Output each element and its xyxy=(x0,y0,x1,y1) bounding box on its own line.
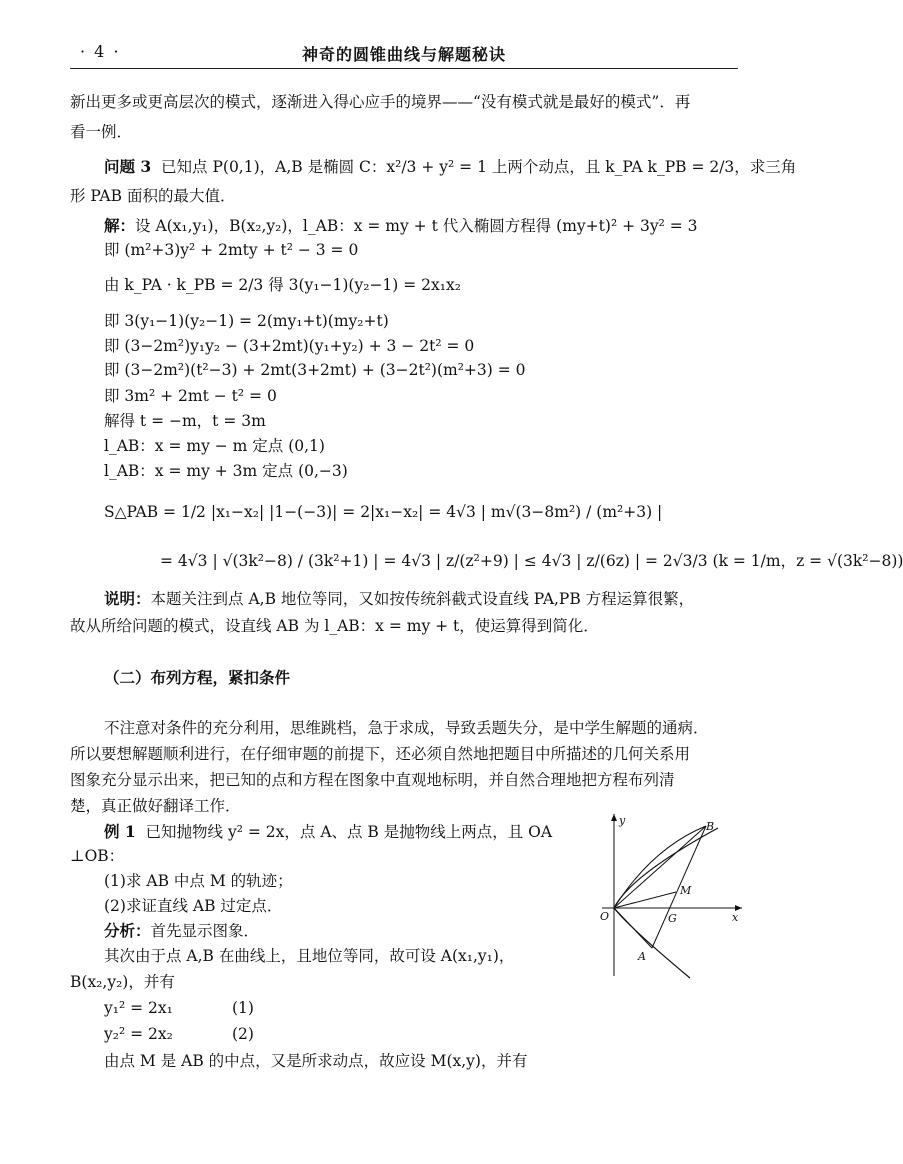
label-o: O xyxy=(600,910,610,923)
label-y: y xyxy=(619,814,626,827)
problem3-text-1: 已知点 P(0,1)，A,B 是椭圆 C：x²/3 + y² = 1 上两个动点，且 k_PA k_PB = 2/3，求三角 xyxy=(161,158,797,176)
solution-line-4: 即 3(y₁−1)(y₂−1) = 2(my₁+t)(my₂+t) xyxy=(104,312,389,330)
equation-2: y₂² = 2x₂ xyxy=(104,1025,173,1043)
solution-line-8: 解得 t = −m，t = 3m xyxy=(104,412,266,430)
example1-text-1: 已知抛物线 y² = 2x，点 A、点 B 是抛物线上两点，且 OA xyxy=(145,823,553,841)
solution-line-12: = 4√3 | √(3k²−8) / (3k²+1) | = 4√3 | z/(z²+9) | ≤ 4√3 | z/(6z) | = 2√3/3 (k = 1/m，z = √(3k²−8)) xyxy=(160,552,903,570)
paragraph-line-3: 图象充分显示出来，把已知的点和方程在图象中直观地标明，并自然合理地把方程布列清 xyxy=(70,771,675,789)
note-line-2: 故从所给问题的模式，设直线 AB 为 l_AB：x = my + t，使运算得到简化． xyxy=(70,617,599,635)
example1-line-3: 其次由于点 A,B 在曲线上，且地位等同，故可设 A(x₁,y₁)， xyxy=(104,947,515,965)
equation-2-number: (2) xyxy=(232,1025,254,1043)
solution-text-1: 设 A(x₁,y₁)，B(x₂,y₂)，l_AB：x = my + t 代入椭圆方程得 (my+t)² + 3y² = 3 xyxy=(135,217,698,235)
solution-line-2: 即 (m²+3)y² + 2mty + t² − 3 = 0 xyxy=(104,241,359,259)
intro-line-2: 看一例． xyxy=(70,123,133,141)
section-heading: （二）布列方程，紧扣条件 xyxy=(104,668,291,687)
example1-label: 例 1 xyxy=(104,822,136,841)
equation-1: y₁² = 2x₁ xyxy=(104,999,173,1017)
solution-line-7: 即 3m² + 2mt − t² = 0 xyxy=(104,387,277,405)
note-label: 说明： xyxy=(104,589,151,608)
parabola-curve xyxy=(614,828,718,978)
solution-line-9: l_AB：x = my − m 定点 (0,1) xyxy=(104,437,325,455)
book-title: 神奇的圆锥曲线与解题秘诀 xyxy=(301,45,506,64)
label-x: x xyxy=(732,911,739,924)
solution-line-5: 即 (3−2m²)y₁y₂ − (3+2mt)(y₁+y₂) + 3 − 2t² = 0 xyxy=(104,337,475,355)
intro-line-1: 新出更多或更高层次的模式，逐渐进入得心应手的境界——“没有模式就是最好的模式”．再 xyxy=(70,93,691,111)
solution-line-6: 即 (3−2m²)(t²−3) + 2mt(3+2mt) + (3−2t²)(m²+3) = 0 xyxy=(104,361,526,379)
problem3-line-2: 形 PAB 面积的最大值． xyxy=(70,187,236,205)
example1-line-2: ⊥OB： xyxy=(70,847,125,865)
label-g: G xyxy=(668,912,677,925)
paragraph-line-4: 楚，真正做好翻译工作． xyxy=(70,797,241,815)
example1-last-line: 由点 M 是 AB 的中点，又是所求动点，故应设 M(x,y)，并有 xyxy=(104,1052,528,1070)
page-number: · 4 · xyxy=(80,42,121,61)
paragraph-line-2: 所以要想解题顺利进行，在仔细审题的前提下，还必须自然地把题目中所描述的几何关系用 xyxy=(70,745,691,763)
note-line-1 xyxy=(104,589,694,609)
segment-ab xyxy=(652,826,706,948)
segment-oa xyxy=(614,908,652,948)
paragraph-line-1: 不注意对条件的充分利用，思维跳档，急于求成，导致丢题失分，是中学生解题的通病． xyxy=(104,719,709,737)
label-b: B xyxy=(706,820,715,833)
solution-line-10: l_AB：x = my + 3m 定点 (0,−3) xyxy=(104,462,348,480)
example1-part-2: (2)求证直线 AB 过定点． xyxy=(104,897,283,915)
analysis-text: 首先显示图象． xyxy=(150,922,260,940)
note-text-1: 本题关注到点 A,B 地位等同，又如按传统斜截式设直线 PA,PB 方程运算很繁， xyxy=(150,590,695,608)
problem3-line-1 xyxy=(104,157,796,177)
label-a: A xyxy=(638,950,646,963)
analysis-label: 分析： xyxy=(104,921,151,940)
y-axis-arrow-icon xyxy=(611,814,617,821)
label-m: M xyxy=(680,884,692,897)
example1-line-4: B(x₂,y₂)，并有 xyxy=(70,973,175,991)
example1-line-1 xyxy=(104,822,552,842)
example1-analysis xyxy=(104,921,259,941)
solution-line-3: 由 k_PA · k_PB = 2/3 得 3(y₁−1)(y₂−1) = 2x₁x₂ xyxy=(104,276,461,294)
solution-line-1 xyxy=(104,216,698,236)
solution-label: 解： xyxy=(104,216,136,235)
equation-1-number: (1) xyxy=(232,999,254,1017)
example1-part-1: (1)求 AB 中点 M 的轨迹； xyxy=(104,872,293,890)
solution-line-11: S△PAB = 1/2 |x₁−x₂| |1−(−3)| = 2|x₁−x₂| = 4√3 | m√(3−8m²) / (m²+3) | xyxy=(104,503,663,521)
problem3-label: 问题 3 xyxy=(104,157,152,176)
parabola-figure xyxy=(592,808,750,980)
page-header xyxy=(70,38,738,69)
